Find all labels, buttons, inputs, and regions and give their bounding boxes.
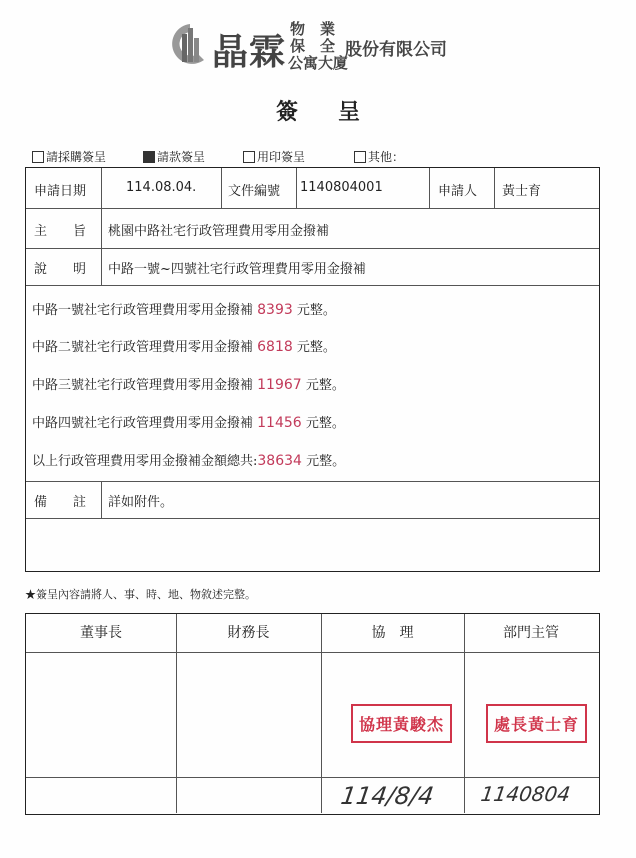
total-line: [32, 450, 345, 469]
brand-word: 保: [290, 37, 306, 55]
brand-word: 公寓大廈: [288, 54, 349, 72]
remark-value: 詳如附件。: [108, 495, 174, 510]
description-label: 說 明: [34, 262, 87, 277]
brand-word: 物: [290, 20, 306, 38]
checkbox-payment[interactable]: [143, 148, 205, 165]
amount-line-text: 中路三號社宅行政管理費用零用金撥補: [32, 378, 258, 393]
company-suffix: 股份有限公司: [345, 40, 447, 60]
brand-name: 晶霖: [212, 31, 287, 73]
checkbox-seal[interactable]: [243, 148, 305, 165]
checkbox-purchase[interactable]: [32, 148, 106, 165]
amount-line: [32, 336, 336, 355]
apply-date-label: 申請日期: [34, 184, 87, 199]
divider: [494, 168, 495, 208]
divider: [221, 168, 222, 208]
approval-stamp-deputy: 協理黃駿杰: [351, 704, 452, 743]
handwritten-date: 114/8/4: [339, 782, 436, 810]
amount-suffix: 元整。: [292, 303, 336, 318]
signature-table: [25, 613, 600, 815]
checkbox-label: 請採購簽呈: [46, 150, 107, 164]
request-form-table: [25, 167, 600, 572]
checkbox-label: 請款簽呈: [157, 150, 206, 164]
divider: [26, 285, 599, 286]
amount-suffix: 元整。: [301, 454, 346, 469]
checkbox-box[interactable]: [243, 151, 255, 163]
divider: [101, 168, 102, 285]
divider: [26, 481, 599, 482]
divider: [26, 777, 599, 778]
divider: [429, 168, 430, 208]
divider: [296, 168, 297, 208]
signature-header-deputy: 協 理: [371, 625, 414, 641]
applicant-value: 黃士育: [502, 184, 542, 199]
description-value: 中路一號~四號社宅行政管理費用零用金撥補: [108, 262, 366, 277]
checkbox-other[interactable]: [354, 148, 404, 165]
apply-date-value: 114.08.04.: [126, 180, 197, 195]
amount-value: 11967: [257, 377, 302, 393]
signature-header-chairman: 董事長: [80, 625, 122, 641]
amount-line: [32, 412, 345, 431]
subject-label: 主 旨: [34, 224, 87, 239]
amount-value: 11456: [257, 415, 302, 431]
instruction-note: ★簽呈內容請將人、事、時、地、物敘述完整。: [25, 588, 256, 601]
divider: [176, 614, 177, 813]
checkbox-box[interactable]: [143, 151, 155, 163]
checkbox-box[interactable]: [354, 151, 366, 163]
divider: [26, 208, 599, 209]
brand-word: 全: [320, 37, 336, 55]
amount-line-text: 中路一號社宅行政管理費用零用金撥補: [32, 303, 258, 318]
brand-word: 業: [320, 20, 336, 38]
company-logo-icon: [160, 20, 212, 68]
checkbox-label: 其他：: [368, 150, 405, 164]
doc-no-value: 1140804001: [300, 180, 383, 195]
handwritten-number: 1140804: [479, 782, 572, 806]
amount-line-text: 以上行政管理費用零用金撥補金額總共:: [32, 454, 258, 469]
amount-line: [32, 374, 345, 393]
amount-value: 8393: [257, 302, 293, 318]
divider: [321, 614, 322, 813]
amount-line-text: 中路四號社宅行政管理費用零用金撥補: [32, 416, 258, 431]
amount-value: 6818: [257, 339, 293, 355]
amount-suffix: 元整。: [292, 340, 336, 355]
checkbox-box[interactable]: [32, 151, 44, 163]
divider: [26, 652, 599, 653]
remark-label: 備 註: [34, 495, 87, 510]
checkbox-label: 用印簽呈: [257, 150, 306, 164]
total-amount-value: 38634: [257, 453, 302, 469]
amount-suffix: 元整。: [301, 378, 345, 393]
amount-line: [32, 299, 336, 318]
subject-value: 桃園中路社宅行政管理費用零用金撥補: [108, 224, 330, 239]
approval-stamp-manager: 處長黃士育: [486, 704, 587, 743]
divider: [101, 481, 102, 518]
document-title: 簽呈: [275, 99, 400, 125]
amount-suffix: 元整。: [301, 416, 345, 431]
divider: [26, 518, 599, 519]
signature-header-cfo: 財務長: [227, 625, 270, 641]
divider: [26, 248, 599, 249]
signature-header-manager: 部門主管: [503, 625, 559, 641]
divider: [464, 614, 465, 813]
applicant-label: 申請人: [438, 184, 478, 199]
amount-line-text: 中路二號社宅行政管理費用零用金撥補: [32, 340, 258, 355]
doc-no-label: 文件編號: [228, 184, 281, 199]
